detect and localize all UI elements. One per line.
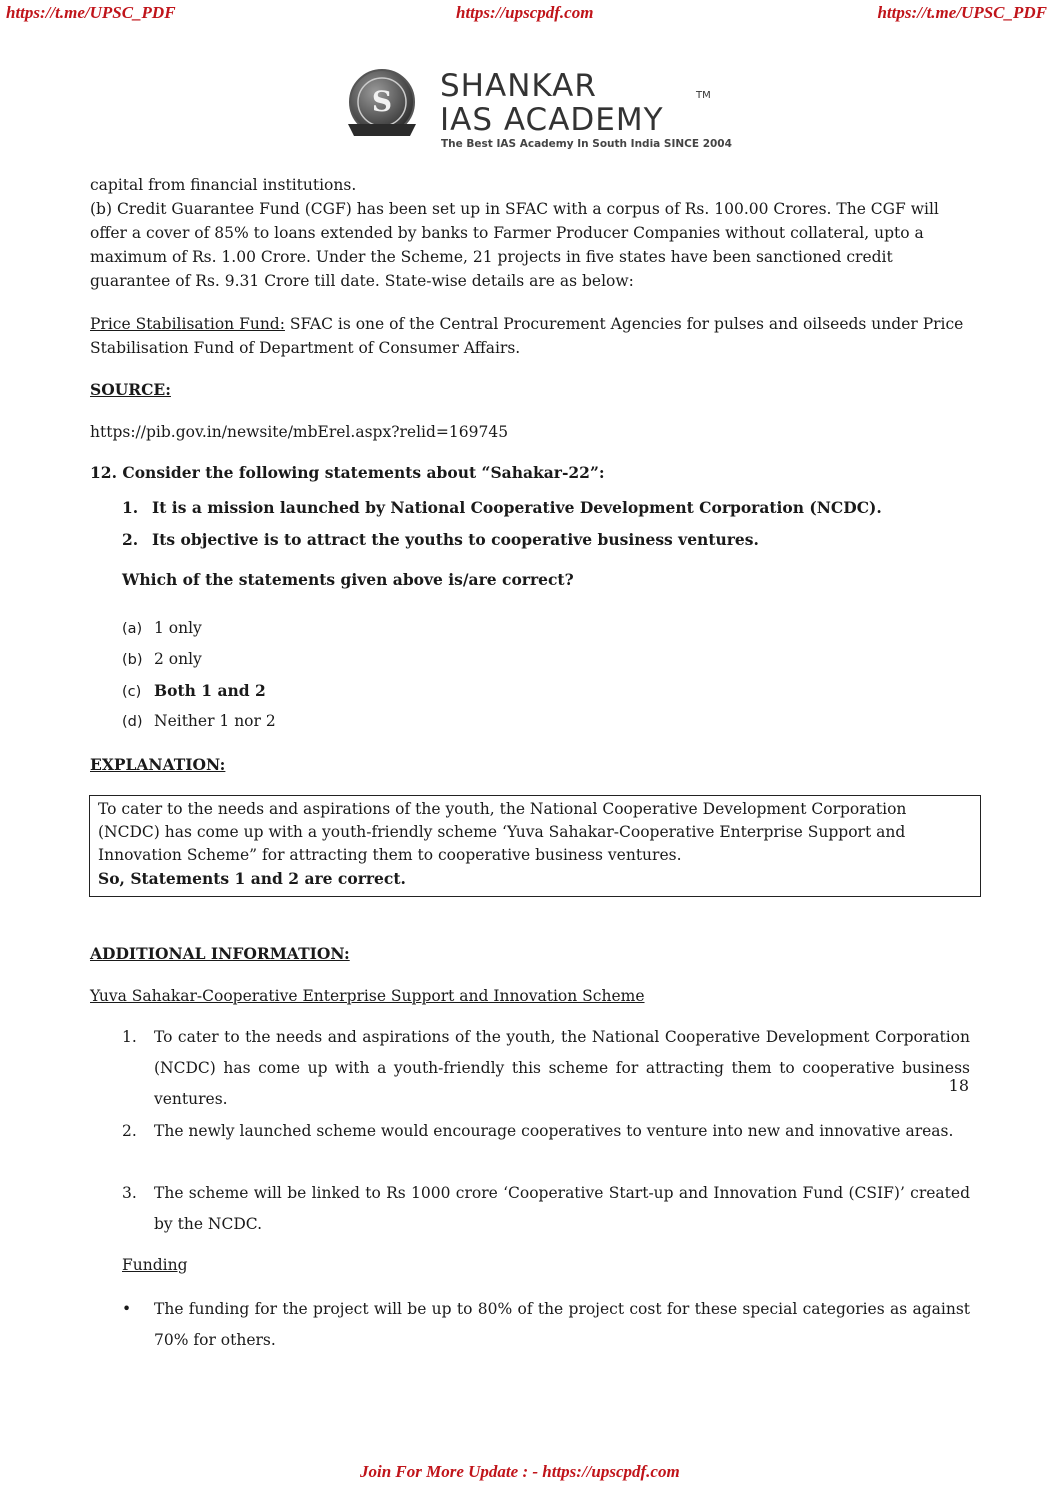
- point-text: The scheme will be linked to Rs 1000 crore ‘Cooperative Start-up and Innovation Fund (CSIF)’ created by the NCDC.: [154, 1184, 970, 1233]
- option-key: (c): [122, 684, 142, 700]
- psf-label: Price Stabilisation Fund:: [90, 315, 285, 333]
- emblem-letter: S: [371, 85, 393, 118]
- info-point-1: [122, 1022, 970, 1115]
- cgf-paragraph: (b) Credit Guarantee Fund (CGF) has been set up in SFAC with a corpus of Rs. 100.00 Crores. The CGF will offer a cover of 85% to loans extended by banks to Farmer Producer Companies without collateral, upto a maximum of Rs. 1.00 Crore. Under the Scheme, 21 projects in five states have been sanctioned credit guarantee of Rs. 9.31 Crore till date. State-wise details are as below:: [90, 200, 939, 290]
- explanation-text: To cater to the needs and aspirations of the youth, the National Cooperative Development Corporation (NCDC) has come up with a youth-friendly scheme ‘Yuva Sahakar-Cooperative Enterprise Support and Innovation Scheme” for attracting them to cooperative business ventures.: [98, 800, 907, 864]
- explanation-heading: EXPLANATION:: [90, 755, 226, 774]
- option-text: 2 only: [154, 650, 202, 668]
- source-url[interactable]: https://pib.gov.in/newsite/mbErel.aspx?relid=169745: [90, 423, 509, 441]
- academy-tagline: The Best IAS Academy In South India SINCE 2004: [441, 138, 732, 150]
- bullet-icon: •: [122, 1300, 132, 1318]
- info-point-3: [122, 1178, 970, 1240]
- statement-number: 1.: [122, 498, 139, 517]
- question-title: [90, 461, 605, 485]
- scheme-subheading: Yuva Sahakar-Cooperative Enterprise Support and Innovation Scheme: [90, 987, 645, 1005]
- source-heading: SOURCE:: [90, 380, 171, 399]
- academy-emblem-icon: [344, 66, 426, 148]
- question-text: Consider the following statements about “Sahakar-22”:: [122, 463, 605, 482]
- funding-heading: Funding: [122, 1256, 188, 1274]
- statement-2: [122, 530, 759, 549]
- option-text: 1 only: [154, 619, 202, 637]
- academy-name-line1: SHANKAR: [440, 68, 597, 104]
- explanation-conclusion: So, Statements 1 and 2 are correct.: [98, 869, 406, 888]
- funding-text: The funding for the project will be up to 80% of the project cost for these special categories as against 70% for others.: [154, 1300, 970, 1349]
- info-point-2: [122, 1116, 970, 1147]
- point-number: 3.: [122, 1184, 137, 1202]
- academy-logo: [344, 66, 732, 158]
- page-number: 18: [948, 1076, 969, 1095]
- psf-text: SFAC is one of the Central Procurement Agencies for pulses and oilseeds under Price Stabilisation Fund of Department of Consumer Affairs.: [90, 315, 964, 357]
- option-text-correct: Both 1 and 2: [154, 681, 266, 700]
- point-number: 1.: [122, 1028, 137, 1046]
- footer-link[interactable]: Join For More Update : - https://upscpdf.com: [360, 1462, 680, 1481]
- statement-text: Its objective is to attract the youths to cooperative business ventures.: [152, 530, 759, 549]
- statement-1: [122, 498, 882, 517]
- question-number: 12.: [90, 463, 117, 482]
- statement-text: It is a mission launched by National Cooperative Development Corporation (NCDC).: [152, 498, 882, 517]
- explanation-box: [89, 795, 981, 897]
- additional-heading: ADDITIONAL INFORMATION:: [90, 944, 350, 963]
- question-prompt: Which of the statements given above is/are correct?: [122, 570, 574, 589]
- header-right-link[interactable]: https://t.me/UPSC_PDF: [877, 3, 1047, 22]
- option-key: (b): [122, 652, 143, 668]
- point-number: 2.: [122, 1122, 137, 1140]
- option-b: [122, 650, 202, 668]
- psf-paragraph: [90, 312, 970, 360]
- trademark-mark: TM: [696, 90, 711, 101]
- academy-name-line2: IAS ACADEMY: [440, 102, 664, 138]
- continued-line: capital from financial institutions.: [90, 176, 357, 194]
- option-key: (d): [122, 714, 143, 730]
- option-a: [122, 619, 202, 637]
- point-text: To cater to the needs and aspirations of the youth, the National Cooperative Development Corporation (NCDC) has come up with a youth-friendly this scheme for attracting them to cooperative business ventures.: [154, 1028, 970, 1108]
- option-key: (a): [122, 621, 143, 637]
- header-left-link[interactable]: https://t.me/UPSC_PDF: [6, 3, 176, 22]
- option-text: Neither 1 nor 2: [154, 712, 276, 730]
- option-c: [122, 681, 266, 700]
- point-text: The newly launched scheme would encourage cooperatives to venture into new and innovative areas.: [154, 1122, 954, 1140]
- funding-point: [122, 1294, 970, 1356]
- option-d: [122, 712, 276, 730]
- header-center-link[interactable]: https://upscpdf.com: [456, 3, 594, 22]
- statement-number: 2.: [122, 530, 139, 549]
